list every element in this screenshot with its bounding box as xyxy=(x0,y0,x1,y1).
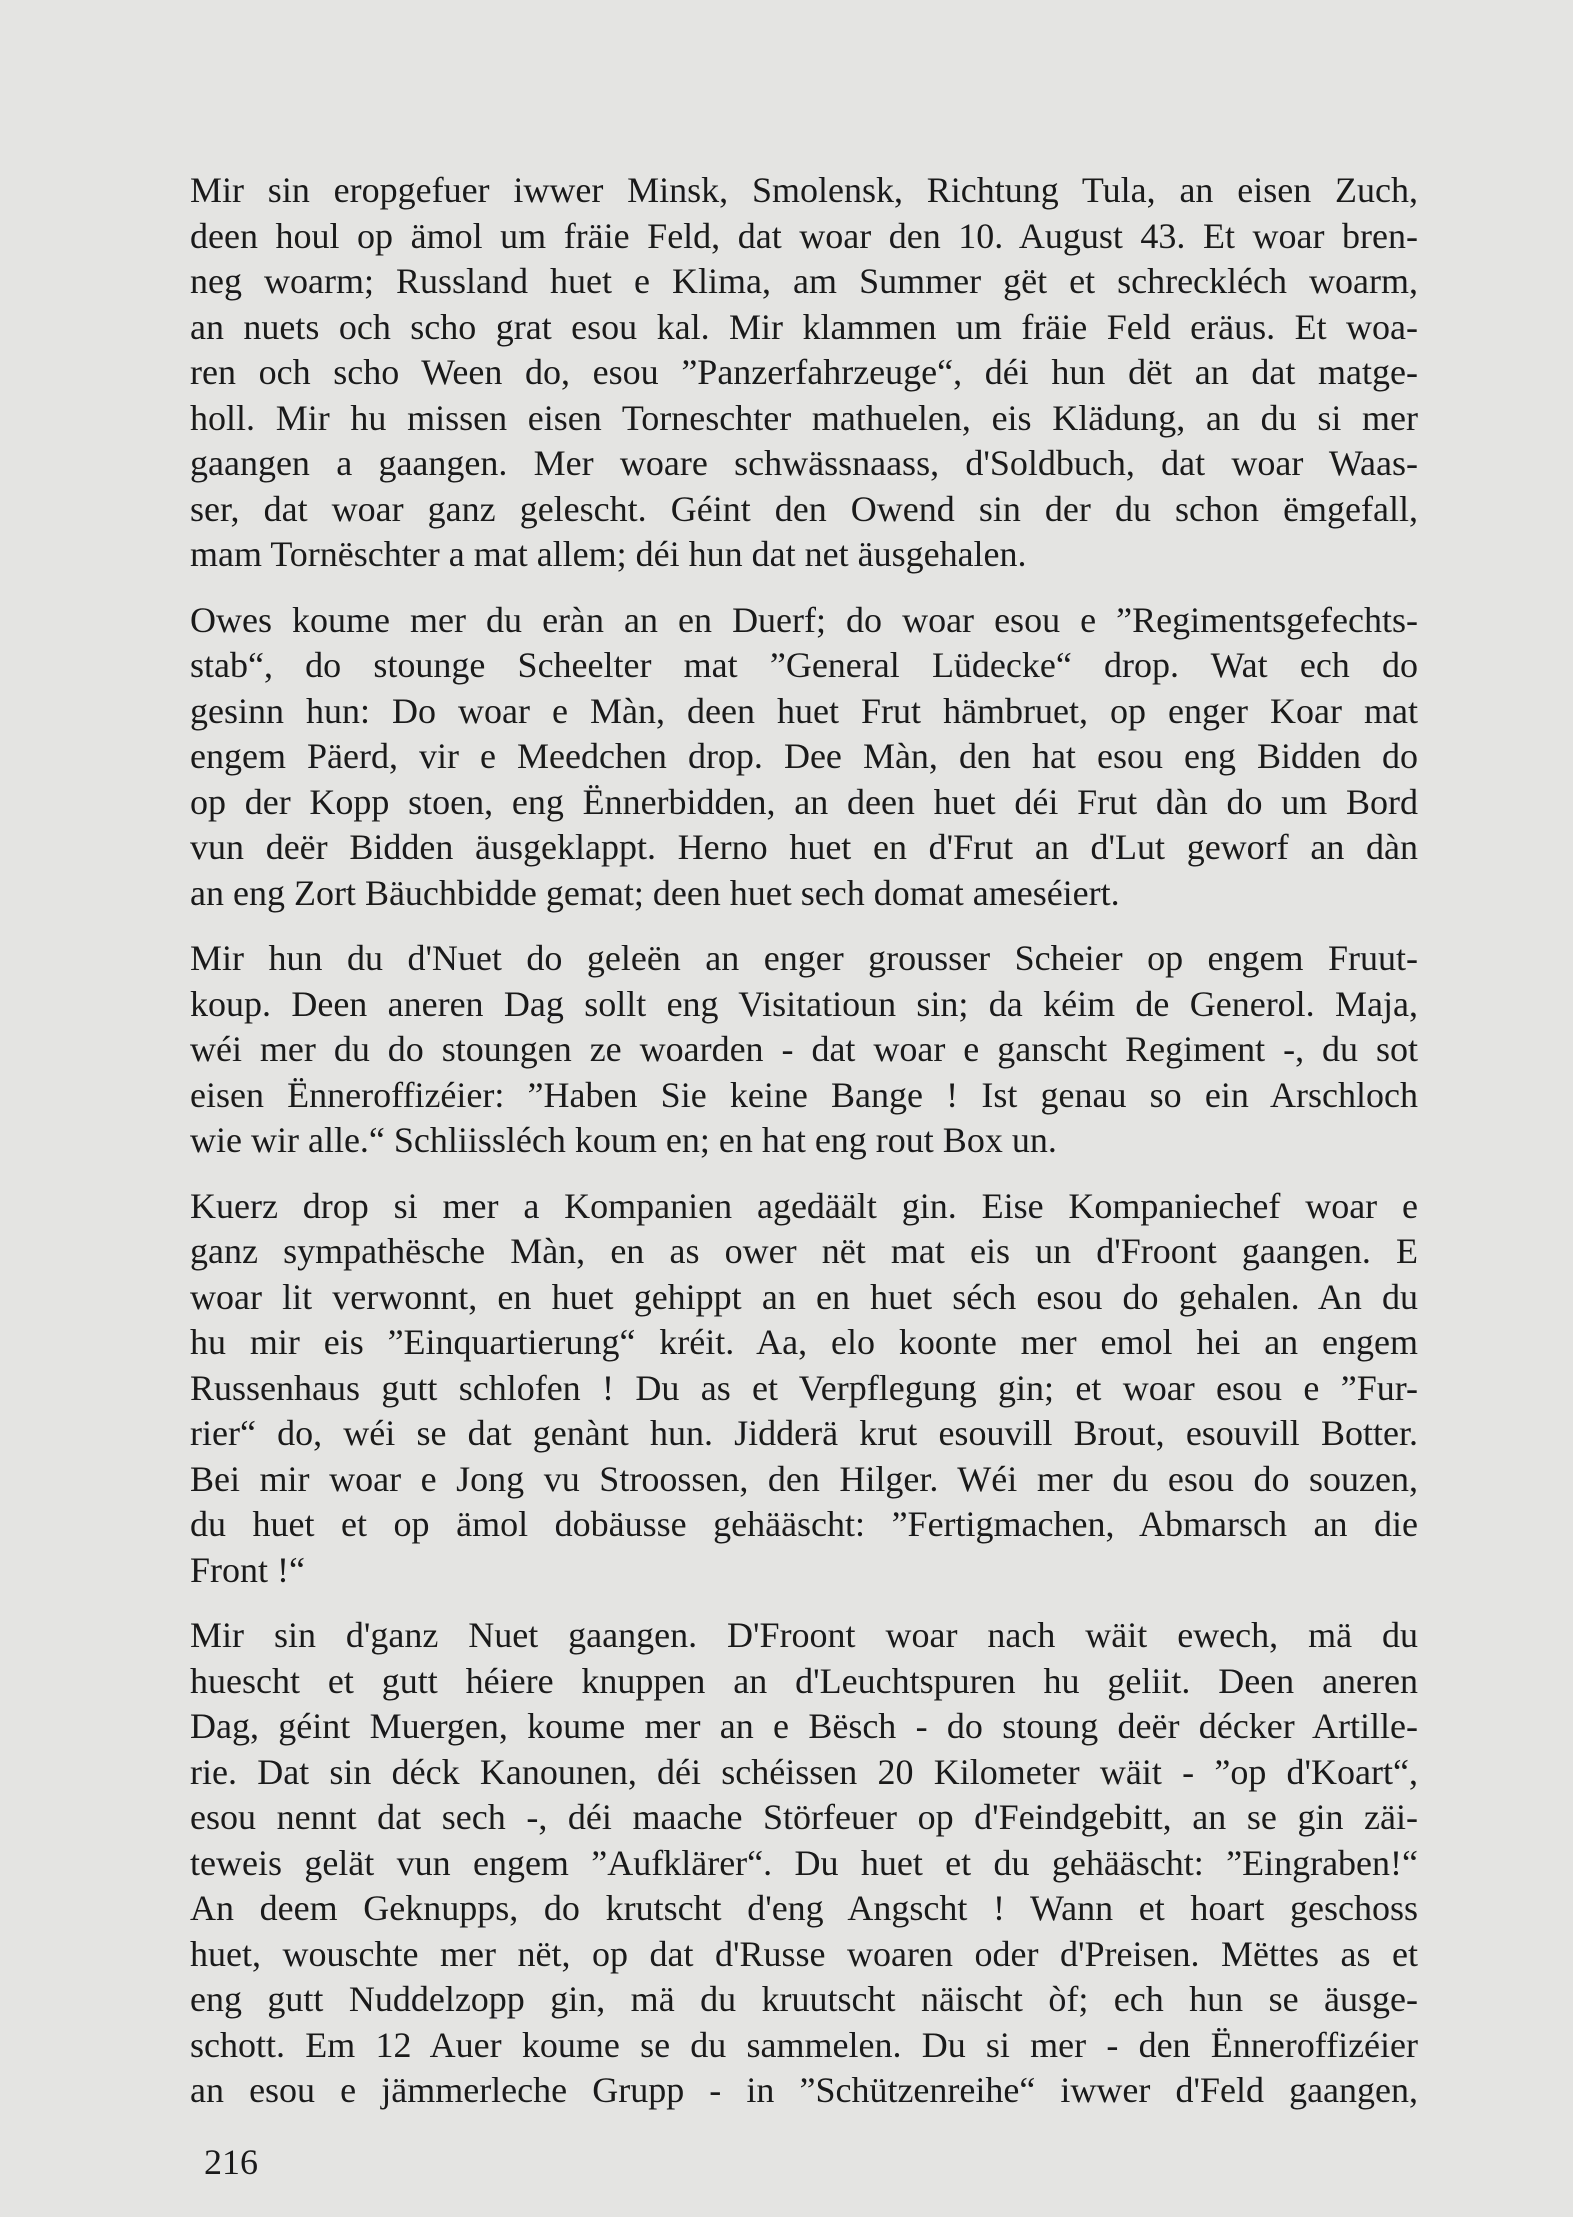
text-line: ser, dat woar ganz gelescht. Géint den Owend sin der du schon ëmgefall, xyxy=(190,488,1418,529)
text-line: stab“, do stounge Scheelter mat ”General Lüdecke“ drop. Wat ech do xyxy=(190,645,1418,685)
paragraph xyxy=(190,168,1418,578)
text-line: woar lit verwonnt, en huet gehippt an en huet séch esou do gehalen. An du xyxy=(190,1276,1418,1317)
text-line: Owes koume mer du eràn an en Duerf; do woar esou e ”Regimentsgefechts- xyxy=(190,599,1418,640)
paragraph xyxy=(190,1613,1418,2114)
text-line: an esou e jämmerleche Grupp - in ”Schützenreihe“ iwwer d'Feld gaangen, xyxy=(190,2070,1418,2110)
text-line: huet, wouschte mer nët, op dat d'Russe woaren oder d'Preisen. Mëttes as et xyxy=(190,1933,1418,1974)
text-line: rie. Dat sin déck Kanounen, déi schéissen 20 Kilometer wäit - ”op d'Koart“, xyxy=(190,1751,1418,1792)
text-line: esou nennt dat sech -, déi maache Störfeuer op d'Feindgebitt, an se gin zäi- xyxy=(190,1797,1418,1837)
text-line: mam Tornëschter a mat allem; déi hun dat net äusgehalen. xyxy=(190,534,1027,574)
text-line: engem Päerd, vir e Meedchen drop. Dee Màn, den hat esou eng Bidden do xyxy=(190,736,1418,776)
text-line: hu mir eis ”Einquartierung“ kréit. Aa, elo koonte mer emol hei an engem xyxy=(190,1322,1418,1362)
text-line: holl. Mir hu missen eisen Torneschter mathuelen, eis Klädung, an du si mer xyxy=(190,397,1418,438)
text-line: teweis gelät vun engem ”Aufklärer“. Du huet et du gehääscht: ”Eingraben!“ xyxy=(190,1842,1418,1883)
page-body-text xyxy=(190,168,1418,2134)
text-line: an nuets och scho grat esou kal. Mir klammen um fräie Feld eräus. Et woa- xyxy=(190,306,1418,347)
text-line: neg woarm; Russland huet e Klima, am Summer gët et schreckléch woarm, xyxy=(190,261,1418,301)
text-line: gaangen a gaangen. Mer woare schwässnaass, d'Soldbuch, dat woar Waas- xyxy=(190,443,1418,483)
text-line: ganz sympathësche Màn, en as ower nët mat eis un d'Froont gaangen. E xyxy=(190,1231,1418,1271)
page-number: 216 xyxy=(204,2142,258,2182)
paragraph xyxy=(190,598,1418,917)
text-line: wéi mer du do stoungen ze woarden - dat woar e ganscht Regiment -, du sot xyxy=(190,1029,1418,1069)
text-line: Dag, géint Muergen, koume mer an e Bësch - do stoung deër décker Artille- xyxy=(190,1706,1418,1746)
text-line: vun deër Bidden äusgeklappt. Herno huet en d'Frut an d'Lut geworf an dàn xyxy=(190,827,1418,867)
text-line: schott. Em 12 Auer koume se du sammelen. Du si mer - den Ënneroffizéier xyxy=(190,2024,1418,2065)
text-line: op der Kopp stoen, eng Ënnerbidden, an deen huet déi Frut dàn do um Bord xyxy=(190,781,1418,822)
text-line: deen houl op ämol um fräie Feld, dat woar den 10. August 43. Et woar bren- xyxy=(190,215,1418,256)
text-line: Russenhaus gutt schlofen ! Du as et Verpflegung gin; et woar esou e ”Fur- xyxy=(190,1367,1418,1408)
text-line: Mir hun du d'Nuet do geleën an enger grousser Scheier op engem Fruut- xyxy=(190,938,1418,978)
text-line: Front !“ xyxy=(190,1549,305,1590)
text-line: ren och scho Ween do, esou ”Panzerfahrzeuge“, déi hun dët an dat matge- xyxy=(190,352,1418,392)
text-line: Bei mir woar e Jong vu Stroossen, den Hilger. Wéi mer du esou do souzen, xyxy=(190,1458,1418,1499)
text-line: huescht et gutt héiere knuppen an d'Leuchtspuren hu geliit. Deen aneren xyxy=(190,1660,1418,1701)
text-line: eng gutt Nuddelzopp gin, mä du kruutscht näischt òf; ech hun se äusge- xyxy=(190,1979,1418,2019)
text-line: Mir sin d'ganz Nuet gaangen. D'Froont woar nach wäit ewech, mä du xyxy=(190,1615,1418,1655)
text-line: rier“ do, wéi se dat genànt hun. Jidderä krut esouvill Brout, esouvill Botter. xyxy=(190,1413,1418,1453)
text-line: an eng Zort Bäuchbidde gemat; deen huet sech domat ameséiert. xyxy=(190,872,1120,913)
text-line: Mir sin eropgefuer iwwer Minsk, Smolensk, Richtung Tula, an eisen Zuch, xyxy=(190,170,1418,210)
text-line: An deem Geknupps, do krutscht d'eng Angscht ! Wann et hoart geschoss xyxy=(190,1888,1418,1928)
text-line: gesinn hun: Do woar e Màn, deen huet Frut hämbruet, op enger Koar mat xyxy=(190,690,1418,731)
text-line: wie wir alle.“ Schliissléch koum en; en hat eng rout Box un. xyxy=(190,1120,1057,1160)
paragraph xyxy=(190,936,1418,1164)
paragraph xyxy=(190,1184,1418,1594)
text-line: Kuerz drop si mer a Kompanien agedäält gin. Eise Kompaniechef woar e xyxy=(190,1185,1418,1226)
text-line: eisen Ënneroffizéier: ”Haben Sie keine Bange ! Ist genau so ein Arschloch xyxy=(190,1074,1418,1115)
text-line: koup. Deen aneren Dag sollt eng Visitatioun sin; da kéim de Generol. Maja, xyxy=(190,983,1418,1024)
text-line: du huet et op ämol dobäusse gehääscht: ”Fertigmachen, Abmarsch an die xyxy=(190,1504,1418,1544)
